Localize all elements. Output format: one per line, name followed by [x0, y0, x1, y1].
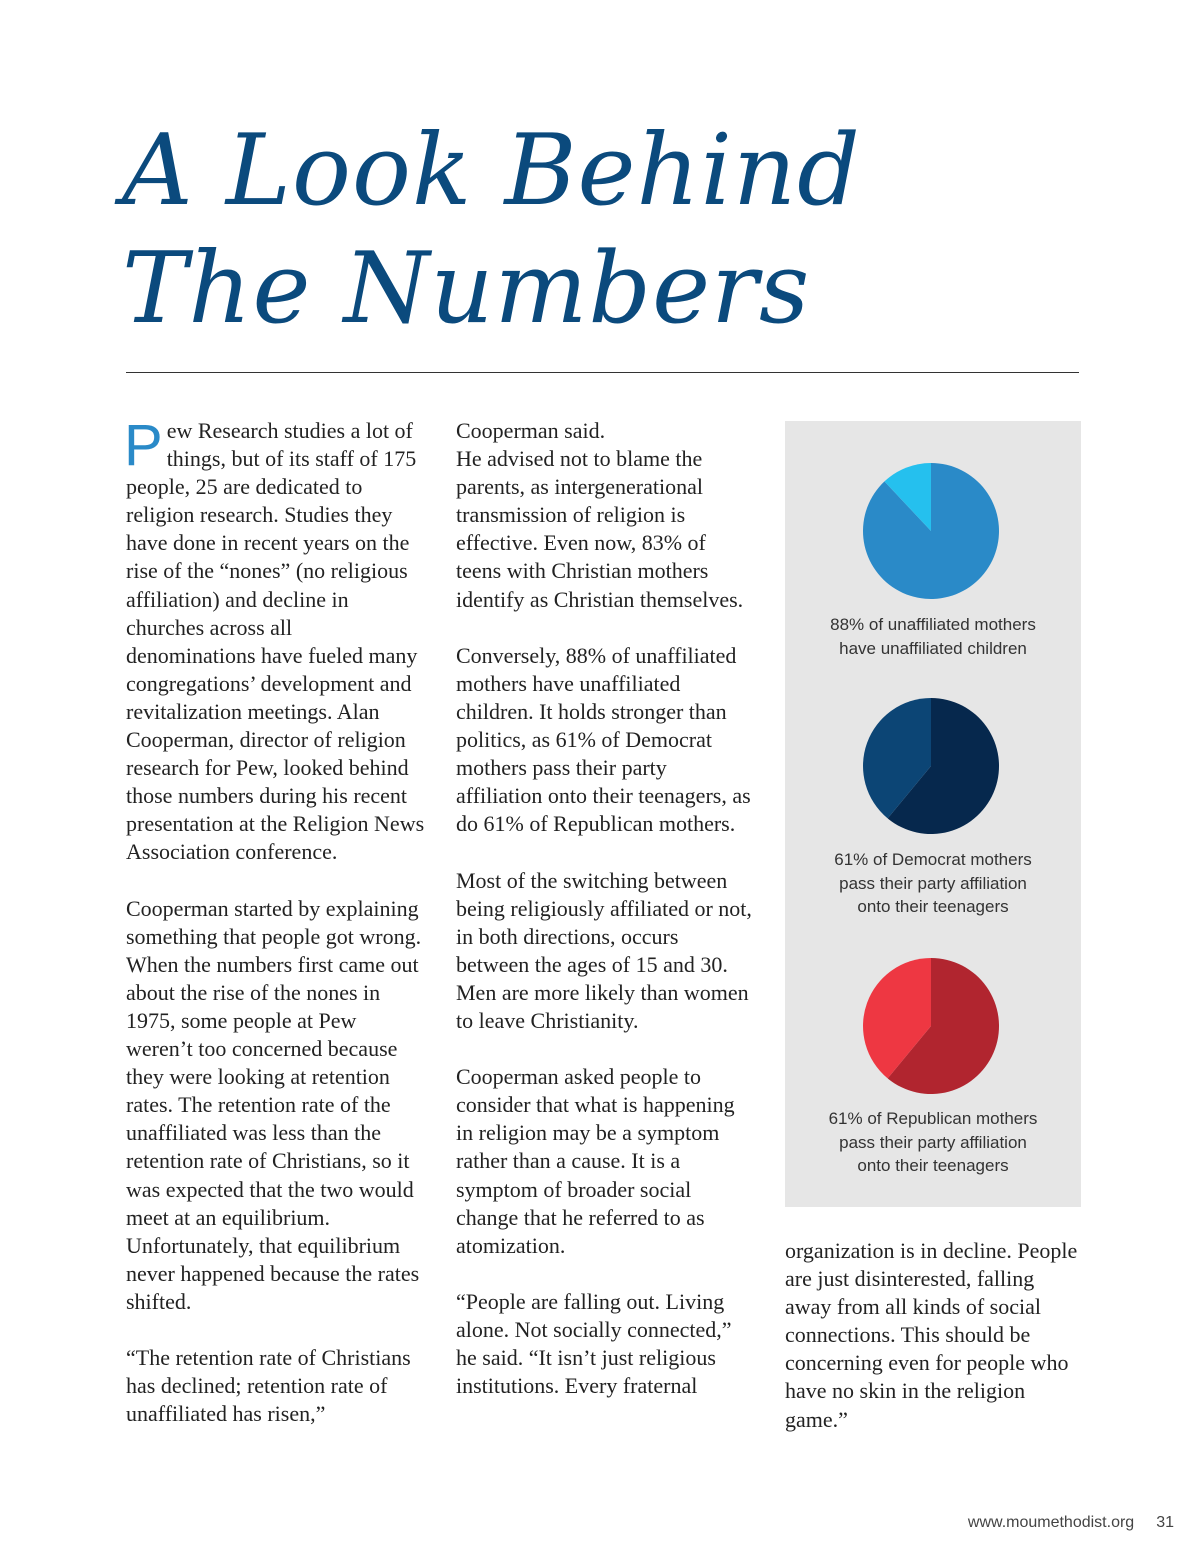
pie-caption-unaffiliated: [785, 613, 1081, 660]
caption-line: 61% of Democrat mothers: [834, 850, 1032, 869]
caption-line: onto their teenagers: [857, 897, 1009, 916]
caption-line: have unaffiliated children: [839, 638, 1027, 658]
title-line-2: The Numbers: [122, 232, 811, 346]
pie-chart-democrat: [861, 696, 1001, 836]
caption-line: pass their party affiliation: [839, 873, 1027, 893]
stats-sidebar: [785, 421, 1081, 1207]
caption-line: pass their party affiliation: [839, 1132, 1027, 1152]
caption-line: 88% of unaffiliated mothers: [830, 615, 1036, 634]
paragraph-text: ew Research studies a lot of things, but of its staff of 175 people, 25 are dedicated to religion research. Studies they have done in recent years on the rise of the “nones” (no religious affiliation) and decline in churches across all denominations have fueled many congregations’ development and revitalization meetings. Alan Cooperman, director of religion research for Pew, looked behind those numbers during his recent presentation at the Religion News Association conference.: [126, 418, 425, 865]
pie-chart-unaffiliated: [861, 461, 1001, 601]
paragraph: He advised not to blame the parents, as intergenerational transmission of religion is effective. Even now, 83% of teens with Christian mothers identify as Christian themselves.: [456, 446, 744, 612]
article-column-3: [785, 1237, 1085, 1434]
paragraph: organization is in decline. People are just disinterested, falling away from all kinds of social connections. This should be concerning even for people who have no skin in the religion game.”: [785, 1238, 1078, 1432]
page-title: [122, 112, 1082, 348]
pie-chart-republican: [861, 956, 1001, 1096]
caption-line: 61% of Republican mothers: [828, 1109, 1038, 1128]
caption-line: onto their teenagers: [857, 1156, 1009, 1175]
paragraph: “People are falling out. Living alone. Not socially connected,” he said. “It isn’t just religious institutions. Every fraternal: [456, 1288, 732, 1399]
paragraph: Conversely, 88% of unaffiliated mothers have unaffiliated children. It holds stronger than politics, as 61% of Democrat mothers pass their party affiliation onto their teenagers, as do 61% of Republican mothers.: [456, 642, 751, 837]
article-column-1: [124, 413, 426, 1428]
title-divider: [126, 372, 1079, 373]
footer-url: www.moumethodist.org: [967, 1514, 1135, 1531]
paragraph: Most of the switching between being religiously affiliated or not, in both directions, occurs between the ages of 15 and 30. Men are more likely than women to leave Christianity.: [456, 867, 752, 1033]
paragraph: “The retention rate of Christians has declined; retention rate of unaffiliated has risen,”: [126, 1345, 411, 1427]
paragraph: Cooperman started by explaining something that people got wrong. When the numbers first came out about the rise of the nones in 1975, some people at Pew weren’t too concerned because they were looking at retention rates. The retention rate of the unaffiliated was less than the retention rate of Christians, so it was expected that the two would meet at an equilibrium. Unfortunately, that equilibrium never happened because the rates shifted.: [126, 895, 422, 1314]
pie-caption-democrat: [785, 848, 1081, 919]
pie-caption-republican: [785, 1107, 1081, 1178]
page-number: 31: [1156, 1514, 1174, 1531]
drop-cap: P: [124, 413, 163, 478]
page-footer: [0, 1514, 1174, 1532]
paragraph: Cooperman said.: [456, 418, 606, 443]
paragraph: [124, 413, 426, 867]
title-line-1: A Look Behind: [122, 114, 861, 228]
paragraph: Cooperman asked people to consider that what is happening in religion may be a symptom rather than a cause. It is a symptom of broader social change that he referred to as atomization.: [456, 1064, 735, 1258]
article-column-2: [456, 417, 756, 1400]
